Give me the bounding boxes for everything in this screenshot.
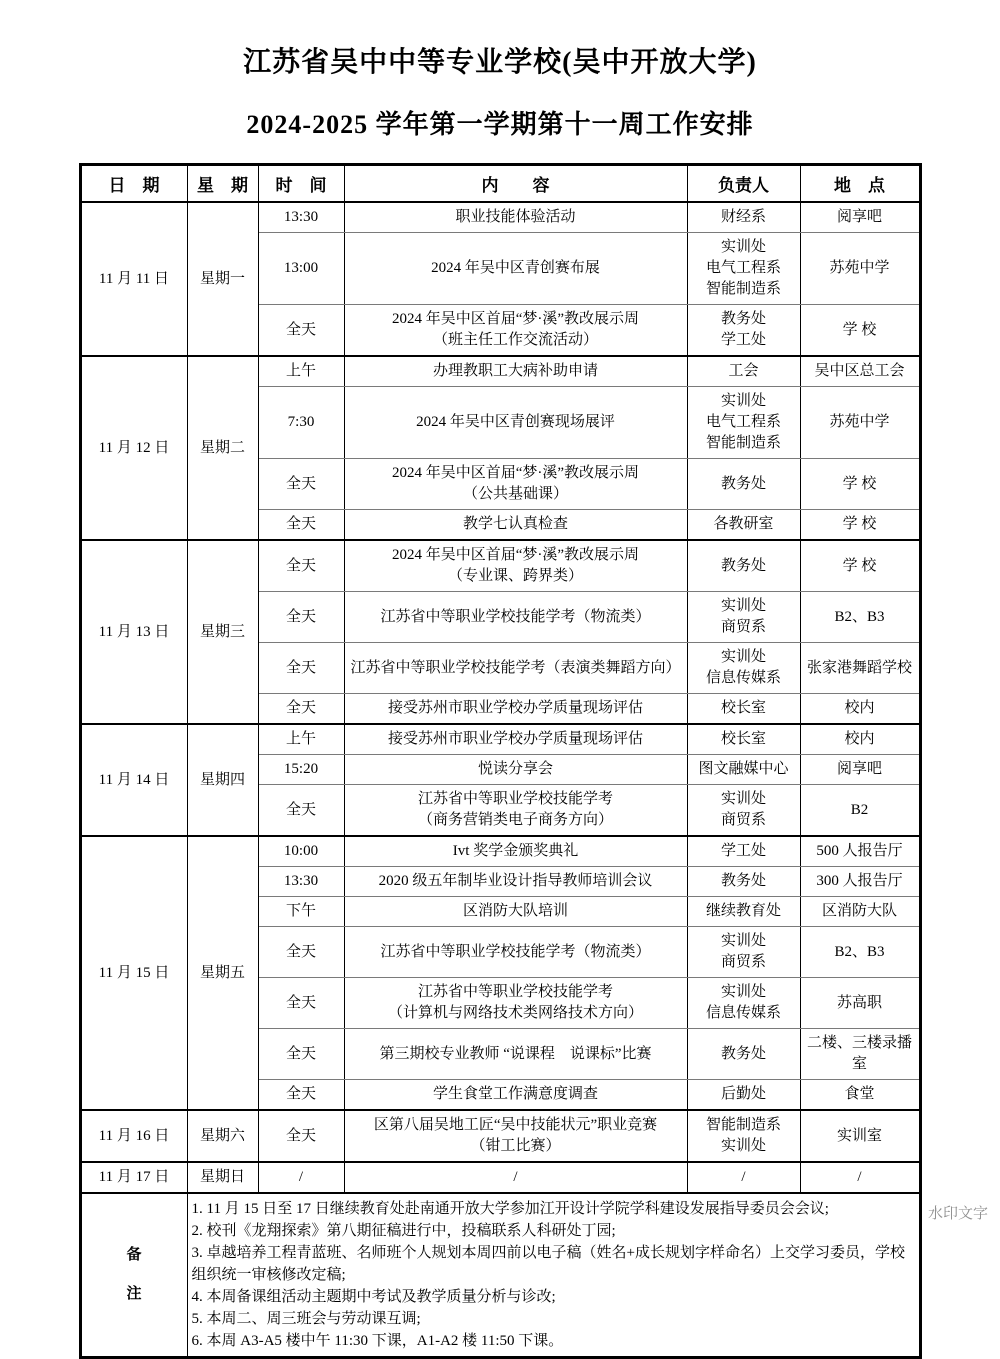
- time-cell: 7:30: [258, 387, 344, 459]
- cell-line: 教务处: [720, 873, 766, 889]
- cell-line: 校长室: [720, 731, 766, 747]
- notes-label: [80, 1193, 187, 1358]
- notes-label-char: 注: [126, 1286, 142, 1302]
- column-header: 日 期: [80, 165, 187, 203]
- place-cell: B2、B3: [800, 592, 920, 643]
- place-cell: 校内: [800, 724, 920, 755]
- cell-line: 智能制造系: [705, 281, 781, 297]
- owner-cell: [687, 592, 800, 643]
- weekday-cell: 星期二: [187, 356, 258, 540]
- cell-line: 悦读分享会: [477, 761, 553, 777]
- content-cell: [344, 387, 687, 459]
- cell-line: 实训处: [720, 933, 766, 949]
- content-cell: [344, 978, 687, 1029]
- cell-line: （公共基础课）: [462, 486, 568, 502]
- cell-line: 教务处: [720, 475, 766, 492]
- header-row: [80, 165, 920, 203]
- weekday-cell: 星期日: [187, 1162, 258, 1193]
- content-cell: [344, 897, 687, 927]
- content-cell: [344, 356, 687, 387]
- owner-cell: [687, 387, 800, 459]
- cell-line: 财经系: [720, 209, 766, 225]
- content-cell: [344, 510, 687, 541]
- cell-line: 办理教职工大病补助申请: [432, 363, 598, 379]
- notes-row: [80, 1193, 920, 1358]
- cell-line: 2024 年吴中区青创赛现场展评: [416, 414, 615, 430]
- time-cell: /: [258, 1162, 344, 1193]
- column-header: 负责人: [687, 165, 800, 203]
- content-cell: [344, 540, 687, 592]
- content-cell: [344, 1162, 687, 1193]
- owner-cell: [687, 510, 800, 541]
- note-line: 5. 本周二、周三班会与劳动课互调;: [191, 1311, 421, 1327]
- table-row: [80, 1162, 920, 1193]
- content-cell: [344, 867, 687, 897]
- cell-line: 实训处: [720, 598, 766, 614]
- column-header: 时 间: [258, 165, 344, 203]
- schedule-table: [79, 163, 922, 1359]
- owner-cell: [687, 540, 800, 592]
- cell-line: 实训处: [720, 393, 766, 409]
- place-cell: 300 人报告厅: [800, 867, 920, 897]
- content-cell: [344, 592, 687, 643]
- cell-line: 实训处: [720, 239, 766, 255]
- content-cell: [344, 305, 687, 357]
- place-cell: 500 人报告厅: [800, 836, 920, 867]
- cell-line: 实训处: [720, 649, 766, 665]
- place-cell: 区消防大队: [800, 897, 920, 927]
- cell-line: （钳工比赛）: [470, 1138, 561, 1154]
- time-cell: 10:00: [258, 836, 344, 867]
- note-line: 3. 卓越培养工程青蓝班、名师班个人规划本周四前以电子稿（姓名+成长规划字样命名）上交学习委员，学校组织统一审核修改定稿;: [191, 1245, 905, 1283]
- owner-cell: [687, 978, 800, 1029]
- owner-cell: [687, 1162, 800, 1193]
- owner-cell: [687, 233, 800, 305]
- cell-line: 实训处: [720, 1138, 766, 1154]
- cell-line: 教务处: [720, 311, 766, 327]
- weekday-cell: 星期一: [187, 202, 258, 356]
- table-row: [80, 1110, 920, 1162]
- content-cell: [344, 755, 687, 785]
- place-cell: 吴中区总工会: [800, 356, 920, 387]
- content-cell: [344, 1080, 687, 1111]
- time-cell: 13:00: [258, 233, 344, 305]
- owner-cell: [687, 755, 800, 785]
- place-cell: /: [800, 1162, 920, 1193]
- cell-line: 教务处: [720, 557, 766, 574]
- cell-line: 商贸系: [720, 619, 766, 635]
- cell-line: 图文融媒中心: [698, 761, 789, 777]
- cell-line: 江苏省中等职业学校技能学考（物流类）: [380, 943, 651, 960]
- place-cell: 苏苑中学: [800, 387, 920, 459]
- cell-line: 电气工程系: [705, 260, 781, 276]
- owner-cell: [687, 897, 800, 927]
- cell-line: 各教研室: [713, 516, 774, 532]
- cell-line: 江苏省中等职业学校技能学考: [417, 984, 613, 1000]
- column-header: 地 点: [800, 165, 920, 203]
- column-header: 内 容: [344, 165, 687, 203]
- time-cell: 15:20: [258, 755, 344, 785]
- weekday-cell: 星期六: [187, 1110, 258, 1162]
- content-cell: [344, 643, 687, 694]
- time-cell: 下午: [258, 897, 344, 927]
- place-cell: 学 校: [800, 459, 920, 510]
- time-cell: 上午: [258, 724, 344, 755]
- content-cell: [344, 836, 687, 867]
- time-cell: 全天: [258, 1080, 344, 1111]
- place-cell: B2: [800, 785, 920, 837]
- content-cell: [344, 233, 687, 305]
- table-row: [80, 202, 920, 233]
- cell-line: 学生食堂工作满意度调查: [432, 1086, 598, 1102]
- owner-cell: [687, 1029, 800, 1080]
- time-cell: 全天: [258, 1029, 344, 1080]
- cell-line: 2024 年吴中区青创赛布展: [431, 260, 600, 276]
- date-cell: 11 月 17 日: [80, 1162, 187, 1193]
- cell-line: 信息传媒系: [705, 1005, 781, 1021]
- time-cell: 全天: [258, 592, 344, 643]
- owner-cell: [687, 1080, 800, 1111]
- date-cell: 11 月 16 日: [80, 1110, 187, 1162]
- place-cell: 校内: [800, 694, 920, 725]
- note-line: 4. 本周备课组活动主题期中考试及教学质量分析与诊改;: [191, 1289, 556, 1305]
- cell-line: 区第八届吴地工匠“吴中技能状元”职业竞赛: [373, 1117, 658, 1133]
- time-cell: 全天: [258, 459, 344, 510]
- place-cell: 阅享吧: [800, 755, 920, 785]
- notes-body: [187, 1193, 920, 1358]
- table-row: [80, 724, 920, 755]
- table-body: [80, 202, 920, 1358]
- page-title: 江苏省吴中中等专业学校(吴中开放大学): [243, 47, 757, 78]
- date-cell: 11 月 15 日: [80, 836, 187, 1110]
- cell-line: 教学七认真检查: [462, 516, 568, 532]
- place-cell: 学 校: [800, 540, 920, 592]
- column-header: 星 期: [187, 165, 258, 203]
- table-header: [80, 165, 920, 203]
- weekday-cell: 星期三: [187, 540, 258, 724]
- owner-cell: [687, 867, 800, 897]
- owner-cell: [687, 202, 800, 233]
- cell-line: 2024 年吴中区首届“梦·溪”教改展示周: [391, 465, 640, 481]
- cell-line: （商务营销类电子商务方向）: [417, 812, 613, 828]
- cell-line: 校长室: [720, 700, 766, 716]
- owner-cell: [687, 836, 800, 867]
- cell-line: 职业技能体验活动: [455, 209, 576, 225]
- place-cell: 食堂: [800, 1080, 920, 1111]
- date-cell: 11 月 13 日: [80, 540, 187, 724]
- cell-line: 教务处: [720, 1045, 766, 1062]
- owner-cell: [687, 643, 800, 694]
- cell-line: 2020 级五年制毕业设计指导教师培训会议: [378, 873, 653, 889]
- place-cell: 学 校: [800, 510, 920, 541]
- cell-line: 学工处: [720, 332, 766, 348]
- cell-line: /: [741, 1169, 746, 1185]
- cell-line: 接受苏州市职业学校办学质量现场评估: [387, 731, 643, 747]
- time-cell: 全天: [258, 927, 344, 978]
- content-cell: [344, 459, 687, 510]
- owner-cell: [687, 694, 800, 725]
- cell-line: 实训处: [720, 984, 766, 1000]
- cell-line: （班主任工作交流活动）: [432, 332, 598, 348]
- date-cell: 11 月 14 日: [80, 724, 187, 836]
- time-cell: 全天: [258, 305, 344, 357]
- time-cell: 全天: [258, 1110, 344, 1162]
- cell-line: 工会: [728, 363, 759, 379]
- owner-cell: [687, 1110, 800, 1162]
- table-row: [80, 836, 920, 867]
- owner-cell: [687, 459, 800, 510]
- owner-cell: [687, 305, 800, 357]
- time-cell: 全天: [258, 978, 344, 1029]
- owner-cell: [687, 724, 800, 755]
- cell-line: （专业课、跨界类）: [447, 568, 583, 584]
- owner-cell: [687, 927, 800, 978]
- cell-line: 接受苏州市职业学校办学质量现场评估: [387, 700, 643, 716]
- time-cell: 全天: [258, 785, 344, 837]
- place-cell: 二楼、三楼录播室: [800, 1029, 920, 1080]
- owner-cell: [687, 356, 800, 387]
- time-cell: 全天: [258, 643, 344, 694]
- time-cell: 全天: [258, 510, 344, 541]
- time-cell: 全天: [258, 540, 344, 592]
- table-row: [80, 356, 920, 387]
- place-cell: B2、B3: [800, 927, 920, 978]
- cell-line: 智能制造系: [705, 1117, 781, 1133]
- cell-line: 智能制造系: [705, 435, 781, 451]
- place-cell: 阅享吧: [800, 202, 920, 233]
- content-cell: [344, 1029, 687, 1080]
- notes-label-char: 备: [126, 1247, 142, 1263]
- time-cell: 全天: [258, 694, 344, 725]
- cell-line: 电气工程系: [705, 414, 781, 430]
- content-cell: [344, 1110, 687, 1162]
- cell-line: 继续教育处: [705, 903, 781, 919]
- place-cell: 实训室: [800, 1110, 920, 1162]
- place-cell: 苏苑中学: [800, 233, 920, 305]
- cell-line: 江苏省中等职业学校技能学考: [417, 791, 613, 807]
- cell-line: （计算机与网络技术类网络技术方向）: [387, 1005, 643, 1021]
- owner-cell: [687, 785, 800, 837]
- page-subtitle: 2024-2025 学年第一学期第十一周工作安排: [246, 110, 754, 139]
- place-cell: 学 校: [800, 305, 920, 357]
- time-cell: 上午: [258, 356, 344, 387]
- cell-line: Ivt 奖学金颁奖典礼: [452, 843, 579, 859]
- content-cell: [344, 694, 687, 725]
- content-cell: [344, 927, 687, 978]
- cell-line: 2024 年吴中区首届“梦·溪”教改展示周: [391, 311, 640, 327]
- place-cell: 苏高职: [800, 978, 920, 1029]
- cell-line: 区消防大队培训: [462, 903, 568, 919]
- cell-line: /: [513, 1169, 518, 1185]
- weekday-cell: 星期五: [187, 836, 258, 1110]
- weekday-cell: 星期四: [187, 724, 258, 836]
- cell-line: 江苏省中等职业学校技能学考（物流类）: [380, 608, 651, 625]
- time-cell: 13:30: [258, 202, 344, 233]
- note-line: 6. 本周 A3-A5 楼中午 11:30 下课，A1-A2 楼 11:50 下课。: [191, 1333, 564, 1349]
- cell-line: 实训处: [720, 791, 766, 807]
- cell-line: 第三期校专业教师 “说课程 说课标”比赛: [379, 1045, 652, 1062]
- cell-line: 商贸系: [720, 954, 766, 970]
- cell-line: 后勤处: [720, 1086, 766, 1102]
- watermark-text: 水印文字: [927, 1206, 988, 1222]
- time-cell: 13:30: [258, 867, 344, 897]
- cell-line: 信息传媒系: [705, 670, 781, 686]
- content-cell: [344, 785, 687, 837]
- content-cell: [344, 724, 687, 755]
- date-cell: 11 月 12 日: [80, 356, 187, 540]
- cell-line: 学工处: [720, 843, 766, 859]
- note-line: 1. 11 月 15 日至 17 日继续教育处赴南通开放大学参加江开设计学院学科建设发展指导委员会会议;: [191, 1201, 829, 1217]
- note-line: 2. 校刊《龙翔探索》第八期征稿进行中，投稿联系人科研处丁园;: [191, 1223, 616, 1239]
- place-cell: 张家港舞蹈学校: [800, 643, 920, 694]
- cell-line: 江苏省中等职业学校技能学考（表演类舞蹈方向）: [350, 659, 681, 676]
- content-cell: [344, 202, 687, 233]
- table-row: [80, 540, 920, 592]
- date-cell: 11 月 11 日: [80, 202, 187, 356]
- cell-line: 2024 年吴中区首届“梦·溪”教改展示周: [391, 547, 640, 563]
- cell-line: 商贸系: [720, 812, 766, 828]
